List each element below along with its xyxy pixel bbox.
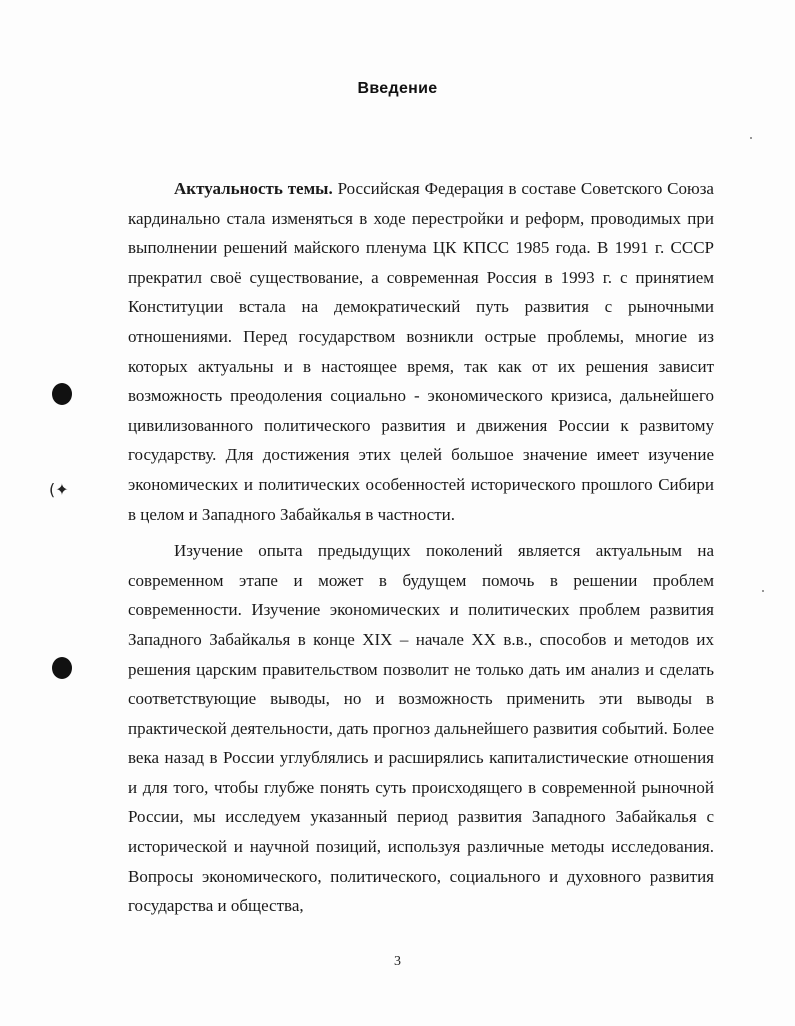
document-body bbox=[128, 174, 714, 921]
scan-speck bbox=[750, 137, 752, 139]
page-number: 3 bbox=[394, 954, 401, 969]
paragraph-1 bbox=[128, 174, 714, 529]
paragraph-lead: Актуальность темы. bbox=[174, 179, 333, 198]
punch-hole-bottom bbox=[52, 657, 72, 679]
punch-hole-top bbox=[52, 383, 72, 405]
paragraph-text: Изучение опыта предыдущих поколений является актуальным на современном этапе и может в будущем помочь в решении проблем современности. Изучение экономических и политических проблем развития Западного Забайкалья в конце XIX – начале XX в.в., способов и методов их решения царским правительством позволит не только дать им анализ и сделать соответствующие выводы, но и возможность применить эти выводы в практической деятельности, дать прогноз дальнейшего развития событий. Более века назад в России углублялись и расширялись капиталистические отношения и для того, чтобы глубже понять суть происходящего в современной рыночной России, мы исследуем указанный период развития Западного Забайкалья с исторической и научной позиций, используя различные методы исследования. Вопросы экономического, политического, социального и духовного развития государства и общества, bbox=[128, 541, 714, 916]
scan-speck bbox=[762, 590, 764, 592]
paragraph-text: Российская Федерация в составе Советского Союза кардинально стала изменяться в ходе перестройки и реформ, проводимых при выполнении решений майского пленума ЦК КПСС 1985 года. В 1991 г. СССР прекратил своё существование, а современная Россия в 1993 г. с принятием Конституции встала на демократический путь развития с рыночными отношениями. Перед государством возникли острые проблемы, многие из которых актуальны и в настоящее время, так как от их решения зависит возможность преодоления социально - экономического кризиса, дальнейшего цивилизованного политического развития и движения России к развитому государству. Для достижения этих целей большое значение имеет изучение экономических и политических особенностей исторического прошлого Сибири в целом и Западного Забайкалья в частности. bbox=[128, 179, 714, 524]
crosshair-scan-mark-icon: (✦ bbox=[49, 480, 69, 499]
paragraph-2 bbox=[128, 536, 714, 921]
page-title: Введение bbox=[357, 80, 438, 97]
